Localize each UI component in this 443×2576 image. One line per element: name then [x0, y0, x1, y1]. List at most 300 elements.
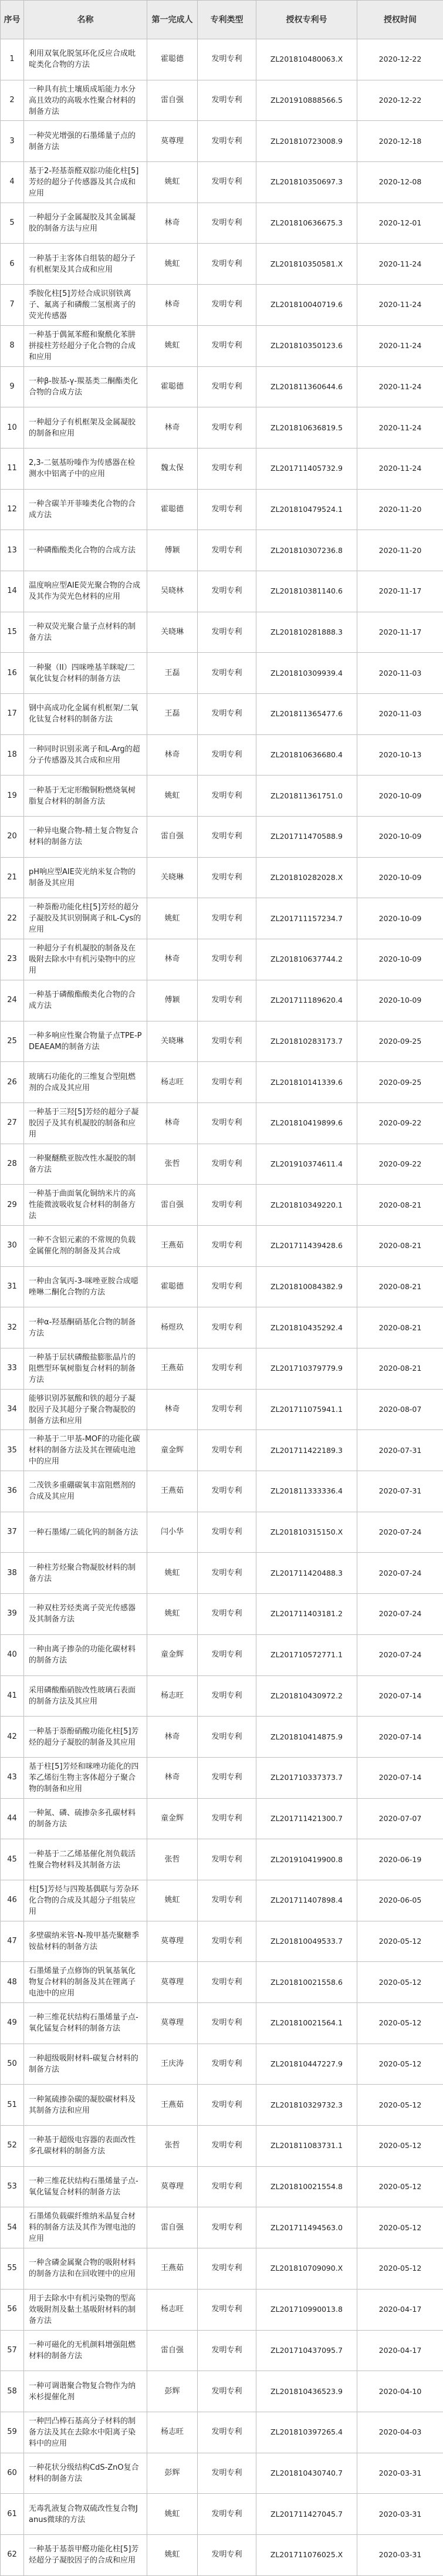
cell-patent-number: ZL201811365477.6 [256, 694, 357, 735]
cell-number: 43 [1, 1757, 24, 1798]
cell-number: 24 [1, 980, 24, 1021]
table-row [1, 1225, 443, 1266]
cell-grant-date: 2020-05-12 [357, 2126, 443, 2167]
cell-patent-name: 一种基于三羟[5]芳烃的超分子凝胶因子及其有机凝胶的制备和应用 [24, 1102, 147, 1144]
header-name: 名称 [24, 1, 147, 39]
cell-grant-date: 2020-10-09 [357, 817, 443, 858]
cell-patent-type: 发明专利 [198, 1553, 256, 1594]
table-row [1, 1634, 443, 1675]
cell-inventor: 关晓琳 [147, 612, 198, 653]
cell-patent-number: ZL201711427045.7 [256, 2494, 357, 2535]
cell-patent-name: 一种β-胺基-γ-羰基类二酮酯类化合物的合成方法 [24, 366, 147, 407]
cell-inventor: 姚虹 [147, 1594, 198, 1635]
cell-inventor: 姚虹 [147, 2534, 198, 2575]
cell-number: 54 [1, 2207, 24, 2248]
cell-patent-type: 发明专利 [198, 244, 256, 285]
cell-grant-date: 2020-11-24 [357, 366, 443, 407]
table-row [1, 776, 443, 817]
cell-patent-number: ZL201810480063.X [256, 39, 357, 80]
cell-patent-name: 一种α-羟基酮硝基化合物的制备方法 [24, 1307, 147, 1348]
table-body [1, 39, 443, 2576]
cell-inventor: 林奇 [147, 734, 198, 776]
cell-inventor: 雷自强 [147, 80, 198, 121]
cell-grant-date: 2020-11-24 [357, 285, 443, 326]
cell-patent-type: 发明专利 [198, 2412, 256, 2453]
cell-patent-name: 一种基于偶氮苯醛和聚酰化苯肼拼接柱芳烃超分子化合物的合成和应用 [24, 325, 147, 366]
table-row [1, 653, 443, 694]
cell-grant-date: 2020-09-22 [357, 1144, 443, 1185]
cell-grant-date: 2020-03-31 [357, 2534, 443, 2575]
cell-grant-date: 2020-11-24 [357, 448, 443, 489]
cell-number: 26 [1, 1062, 24, 1103]
cell-patent-number: ZL201810282028.X [256, 857, 357, 898]
cell-grant-date: 2020-03-31 [357, 2494, 443, 2535]
cell-patent-type: 发明专利 [198, 489, 256, 530]
cell-patent-type: 发明专利 [198, 653, 256, 694]
cell-patent-type: 发明专利 [198, 1430, 256, 1471]
cell-patent-name: 一种基于基萘甲醛功能化柱[5]芳烃超分子凝胶因子的合成和应用 [24, 2534, 147, 2575]
cell-inventor: 张哲 [147, 1839, 198, 1880]
cell-patent-type: 发明专利 [198, 694, 256, 735]
cell-patent-name: 一种氮、磷、硫掺杂多孔碳材料的制备方法 [24, 1798, 147, 1839]
cell-inventor: 王燕茹 [147, 2085, 198, 2126]
cell-inventor: 姚虹 [147, 325, 198, 366]
cell-patent-type: 发明专利 [198, 2534, 256, 2575]
cell-grant-date: 2020-10-13 [357, 734, 443, 776]
cell-number: 8 [1, 325, 24, 366]
cell-grant-date: 2020-04-17 [357, 2289, 443, 2330]
cell-grant-date: 2020-04-10 [357, 2371, 443, 2412]
table-row [1, 1307, 443, 1348]
cell-patent-number: ZL201910888566.5 [256, 80, 357, 121]
cell-inventor: 杨志旺 [147, 1675, 198, 1717]
cell-patent-name: 一种可调谐聚合物复合物作为纳米杉提催化剂 [24, 2371, 147, 2412]
cell-inventor: 童金辉 [147, 1430, 198, 1471]
cell-inventor: 霍聪德 [147, 366, 198, 407]
cell-number: 28 [1, 1144, 24, 1185]
cell-inventor: 雷自强 [147, 2330, 198, 2371]
cell-patent-name: 一种含磷金属聚合物的吸附材料的制备方法和在回收锂中的应用 [24, 2248, 147, 2290]
cell-patent-number: ZL201810084382.9 [256, 1266, 357, 1307]
table-row [1, 980, 443, 1021]
cell-inventor: 莫尊理 [147, 2003, 198, 2044]
cell-number: 5 [1, 203, 24, 244]
cell-patent-type: 发明专利 [198, 530, 256, 571]
cell-inventor: 林奇 [147, 1717, 198, 1758]
cell-patent-name: 一种含碳羊开菲嗪类化合物的合成方法 [24, 489, 147, 530]
cell-patent-type: 发明专利 [198, 980, 256, 1021]
cell-patent-number: ZL201810430972.2 [256, 1675, 357, 1717]
cell-patent-number: ZL201711076025.X [256, 2534, 357, 2575]
cell-number: 4 [1, 162, 24, 203]
cell-inventor: 王燕茹 [147, 2248, 198, 2290]
cell-inventor: 吴晓林 [147, 571, 198, 612]
table-row [1, 1717, 443, 1758]
cell-patent-type: 发明专利 [198, 2126, 256, 2167]
cell-patent-number: ZL201810636675.3 [256, 203, 357, 244]
cell-patent-name: 季胺化柱[5]芳烃合成识别铁离子、氟离子和磷酸二氢根离子的荧光传感器 [24, 285, 147, 326]
cell-patent-name: 一种基于二乙烯基催化剂负载活性聚合物材料及其制备方法 [24, 1839, 147, 1880]
table-row [1, 1962, 443, 2003]
cell-patent-type: 发明专利 [198, 2003, 256, 2044]
table-row [1, 2412, 443, 2453]
table-row [1, 2371, 443, 2412]
cell-patent-number: ZL201810021558.6 [256, 1962, 357, 2003]
cell-patent-number: ZL201810349220.1 [256, 1185, 357, 1226]
cell-number: 32 [1, 1307, 24, 1348]
cell-patent-type: 发明专利 [198, 1307, 256, 1348]
cell-grant-date: 2020-12-22 [357, 80, 443, 121]
cell-patent-type: 发明专利 [198, 2453, 256, 2494]
cell-inventor: 王磊 [147, 694, 198, 735]
cell-patent-type: 发明专利 [198, 1144, 256, 1185]
cell-patent-type: 发明专利 [198, 1225, 256, 1266]
cell-inventor: 林奇 [147, 1757, 198, 1798]
cell-patent-number: ZL201711470588.9 [256, 817, 357, 858]
cell-number: 30 [1, 1225, 24, 1266]
cell-number: 45 [1, 1839, 24, 1880]
cell-number: 49 [1, 2003, 24, 2044]
cell-patent-name: 一种磷酯酸类化合物的合成方法 [24, 530, 147, 571]
table-row [1, 1102, 443, 1144]
cell-number: 36 [1, 1471, 24, 1512]
cell-grant-date: 2020-11-03 [357, 694, 443, 735]
cell-patent-type: 发明专利 [198, 1880, 256, 1921]
cell-patent-type: 发明专利 [198, 817, 256, 858]
cell-number: 51 [1, 2085, 24, 2126]
cell-inventor: 莫尊理 [147, 2166, 198, 2207]
cell-grant-date: 2020-11-17 [357, 571, 443, 612]
cell-number: 61 [1, 2494, 24, 2535]
table-row [1, 2166, 443, 2207]
cell-patent-number: ZL201810040719.6 [256, 285, 357, 326]
cell-number: 42 [1, 1717, 24, 1758]
cell-patent-number: ZL201810636819.5 [256, 407, 357, 449]
cell-number: 31 [1, 1266, 24, 1307]
cell-number: 57 [1, 2330, 24, 2371]
cell-patent-number: ZL201810283173.7 [256, 1021, 357, 1062]
cell-grant-date: 2020-03-31 [357, 2453, 443, 2494]
cell-grant-date: 2020-11-24 [357, 407, 443, 449]
cell-number: 34 [1, 1389, 24, 1430]
cell-patent-name: 一种基于无定形酸铜粉燃烧氧树脂复合材料的制备方法 [24, 776, 147, 817]
cell-patent-type: 发明专利 [198, 1102, 256, 1144]
table-header-row [1, 1, 443, 39]
cell-patent-number: ZL201711420488.3 [256, 1553, 357, 1594]
cell-patent-name: 一种异电聚合物-精土复合物复合材料的制备方法 [24, 817, 147, 858]
cell-patent-type: 发明专利 [198, 571, 256, 612]
table-row [1, 571, 443, 612]
cell-patent-type: 发明专利 [198, 1634, 256, 1675]
cell-grant-date: 2020-05-12 [357, 2003, 443, 2044]
cell-patent-name: 一种超分子金属凝胶及其金属凝胶的制备方法与应用 [24, 203, 147, 244]
cell-patent-number: ZL201810447227.9 [256, 2044, 357, 2085]
cell-patent-name: 基于2-羟基萘醛双腙功能化柱[5]芳烃的超分子传感器及其合成和应用 [24, 162, 147, 203]
cell-patent-type: 发明专利 [198, 776, 256, 817]
header-no: 序号 [1, 1, 24, 39]
cell-number: 60 [1, 2453, 24, 2494]
table-row [1, 1757, 443, 1798]
cell-patent-name: 一种双荧光聚合量子点材料的制备方法 [24, 612, 147, 653]
cell-patent-number: ZL201810479524.1 [256, 489, 357, 530]
cell-number: 13 [1, 530, 24, 571]
cell-patent-name: 一种基于磷酸酯酸类化合物的合成方法 [24, 980, 147, 1021]
table-row [1, 734, 443, 776]
cell-inventor: 王燕茹 [147, 1471, 198, 1512]
table-row [1, 1512, 443, 1553]
cell-number: 41 [1, 1675, 24, 1717]
table-row [1, 1675, 443, 1717]
cell-patent-number: ZL201810435292.4 [256, 1307, 357, 1348]
cell-inventor: 张哲 [147, 2126, 198, 2167]
cell-patent-name: 一种花状分级结构CdS-ZnO复合材料的制备方法 [24, 2453, 147, 2494]
table-row [1, 80, 443, 121]
cell-patent-name: 石墨烯量子点修饰的钒氧基氧化物复合材料的制备及其在锂离子电池中的应用 [24, 1962, 147, 2003]
cell-patent-name: 一种多响应性聚合物量子点TPE-PDEAEAM的制备方法 [24, 1021, 147, 1062]
cell-inventor: 莫尊理 [147, 1962, 198, 2003]
table-row [1, 1798, 443, 1839]
cell-patent-name: 一种具有抗土壤质成垢能力水分高且效功的高吸水性聚合材料的制备方法 [24, 80, 147, 121]
table-row [1, 1553, 443, 1594]
cell-grant-date: 2020-05-12 [357, 2166, 443, 2207]
cell-grant-date: 2020-07-24 [357, 1594, 443, 1635]
cell-grant-date: 2020-12-01 [357, 203, 443, 244]
cell-patent-number: ZL201711405732.9 [256, 448, 357, 489]
cell-grant-date: 2020-06-19 [357, 1839, 443, 1880]
cell-patent-type: 发明专利 [198, 1021, 256, 1062]
cell-patent-type: 发明专利 [198, 1921, 256, 1962]
cell-patent-number: ZL201711439428.6 [256, 1225, 357, 1266]
cell-patent-type: 发明专利 [198, 366, 256, 407]
table-row [1, 1471, 443, 1512]
table-row [1, 898, 443, 939]
cell-patent-number: ZL201810281888.3 [256, 612, 357, 653]
cell-patent-name: 一种萘酚功能化柱[5]芳烃的超分子凝胶及其识别铜离子和L-Cys的应用 [24, 898, 147, 939]
cell-patent-number: ZL201810637744.2 [256, 939, 357, 980]
cell-patent-number: ZL201810430740.7 [256, 2453, 357, 2494]
cell-inventor: 姚虹 [147, 1553, 198, 1594]
cell-patent-type: 发明专利 [198, 1471, 256, 1512]
cell-patent-name: 一种凹凸棒石基高分子材料的制备方法及其在去除水中阳离子染料中的应用 [24, 2412, 147, 2453]
cell-patent-number: ZL201810397265.4 [256, 2412, 357, 2453]
cell-patent-name: 温度响应型AIE荧光聚合物的合成及其作为荧光色材料的应用 [24, 571, 147, 612]
table-row [1, 366, 443, 407]
cell-grant-date: 2020-05-12 [357, 2207, 443, 2248]
cell-patent-type: 发明专利 [198, 325, 256, 366]
table-row [1, 1348, 443, 1390]
cell-patent-name: 采用磷酸酯硝胺改性玻璃石表面的制备方法及其应用 [24, 1675, 147, 1717]
cell-grant-date: 2020-07-24 [357, 1512, 443, 1553]
cell-patent-type: 发明专利 [198, 2330, 256, 2371]
cell-grant-date: 2020-07-31 [357, 1430, 443, 1471]
cell-grant-date: 2020-08-21 [357, 1307, 443, 1348]
table-row [1, 694, 443, 735]
cell-patent-number: ZL201810141339.6 [256, 1062, 357, 1103]
cell-grant-date: 2020-08-21 [357, 1266, 443, 1307]
cell-inventor: 傅颖 [147, 530, 198, 571]
cell-patent-type: 发明专利 [198, 1062, 256, 1103]
cell-inventor: 雷自强 [147, 2207, 198, 2248]
cell-number: 52 [1, 2126, 24, 2167]
table-row [1, 1062, 443, 1103]
cell-patent-number: ZL201711403181.2 [256, 1594, 357, 1635]
cell-grant-date: 2020-10-09 [357, 939, 443, 980]
table-row [1, 448, 443, 489]
cell-inventor: 傅颖 [147, 980, 198, 1021]
table-row [1, 2330, 443, 2371]
cell-inventor: 彭辉 [147, 2453, 198, 2494]
cell-inventor: 张哲 [147, 1144, 198, 1185]
cell-number: 9 [1, 366, 24, 407]
cell-patent-number: ZL201810309939.4 [256, 653, 357, 694]
cell-inventor: 童金辉 [147, 1798, 198, 1839]
cell-patent-type: 发明专利 [198, 857, 256, 898]
cell-patent-type: 发明专利 [198, 612, 256, 653]
cell-patent-name: 石墨烯负载碳纤维纳米晶复合材料的制备方法及其作为锂电池的应用 [24, 2207, 147, 2248]
cell-inventor: 闫小华 [147, 1512, 198, 1553]
cell-patent-number: ZL201810436523.9 [256, 2371, 357, 2412]
cell-grant-date: 2020-05-12 [357, 1962, 443, 2003]
cell-patent-name: 一种超分子有机凝胶的制备及在吸附去除水中有机污染物中的应用 [24, 939, 147, 980]
cell-number: 19 [1, 776, 24, 817]
cell-grant-date: 2020-06-05 [357, 1880, 443, 1921]
cell-inventor: 杨煜玖 [147, 1307, 198, 1348]
cell-inventor: 雷自强 [147, 1185, 198, 1226]
cell-inventor: 姚虹 [147, 1880, 198, 1921]
cell-patent-number: ZL201711421300.7 [256, 1798, 357, 1839]
cell-inventor: 童金辉 [147, 1634, 198, 1675]
cell-inventor: 霍聪德 [147, 39, 198, 80]
cell-number: 53 [1, 2166, 24, 2207]
header-inventor: 第一完成人 [147, 1, 198, 39]
table-row [1, 2248, 443, 2290]
table-row [1, 612, 443, 653]
cell-number: 23 [1, 939, 24, 980]
cell-patent-number: ZL201810419899.6 [256, 1102, 357, 1144]
cell-patent-type: 发明专利 [198, 2248, 256, 2290]
table-row [1, 2044, 443, 2085]
cell-number: 2 [1, 80, 24, 121]
table-row [1, 2453, 443, 2494]
table-row [1, 244, 443, 285]
cell-patent-number: ZL201711157234.7 [256, 898, 357, 939]
cell-patent-number: ZL201810049533.7 [256, 1921, 357, 1962]
table-row [1, 407, 443, 449]
cell-patent-type: 发明专利 [198, 1266, 256, 1307]
cell-patent-number: ZL201810307236.8 [256, 530, 357, 571]
cell-patent-name: 一种超分子有机框架及金属凝胶的制备和应用 [24, 407, 147, 449]
cell-number: 56 [1, 2289, 24, 2330]
cell-inventor: 魏太保 [147, 448, 198, 489]
cell-patent-number: ZL201710379779.9 [256, 1348, 357, 1390]
cell-patent-number: ZL201810381140.6 [256, 571, 357, 612]
cell-grant-date: 2020-11-03 [357, 653, 443, 694]
cell-patent-type: 发明专利 [198, 80, 256, 121]
header-patent-number: 授权专利号 [256, 1, 357, 39]
cell-number: 17 [1, 694, 24, 735]
cell-patent-number: ZL201810329732.3 [256, 2085, 357, 2126]
table-row [1, 2085, 443, 2126]
cell-number: 20 [1, 817, 24, 858]
cell-inventor: 王磊 [147, 653, 198, 694]
cell-patent-number: ZL201910419900.8 [256, 1839, 357, 1880]
cell-grant-date: 2020-11-24 [357, 325, 443, 366]
cell-inventor: 莫尊理 [147, 121, 198, 162]
cell-grant-date: 2020-04-17 [357, 2330, 443, 2371]
cell-grant-date: 2020-11-20 [357, 530, 443, 571]
cell-patent-number: ZL201710990013.8 [256, 2289, 357, 2330]
table-row [1, 1021, 443, 1062]
cell-grant-date: 2020-08-21 [357, 1185, 443, 1226]
table-row [1, 1266, 443, 1307]
cell-patent-name: 一种三维花状结构石墨烯量子点-氧化锰复合材料的制备方法 [24, 2166, 147, 2207]
cell-patent-name: 一种荧光增强的石墨烯量子点的制备方法 [24, 121, 147, 162]
cell-patent-type: 发明专利 [198, 1389, 256, 1430]
cell-number: 10 [1, 407, 24, 449]
cell-patent-number: ZL201711407898.4 [256, 1880, 357, 1921]
table-row [1, 203, 443, 244]
cell-grant-date: 2020-08-21 [357, 1225, 443, 1266]
cell-patent-name: 能够识别苏氨酸和铁的超分子凝胶因子及其超分子聚合物凝胶的制备方法和应用 [24, 1389, 147, 1430]
table-row [1, 1144, 443, 1185]
cell-patent-name: 2,3-二氨基吩嗪作为传感器在检测水中铝离子中的应用 [24, 448, 147, 489]
cell-patent-name: 一种聚醚酰亚胺改性水凝胶的制备方法 [24, 1144, 147, 1185]
cell-number: 50 [1, 2044, 24, 2085]
cell-patent-type: 发明专利 [198, 1717, 256, 1758]
cell-inventor: 雷自强 [147, 817, 198, 858]
cell-grant-date: 2020-05-12 [357, 2044, 443, 2085]
cell-patent-name: 一种同时识别汞离子和L-Arg的超分子传感器及其合成和应用 [24, 734, 147, 776]
table-row [1, 857, 443, 898]
cell-inventor: 杨志旺 [147, 1062, 198, 1103]
cell-patent-type: 发明专利 [198, 1839, 256, 1880]
cell-grant-date: 2020-07-24 [357, 1634, 443, 1675]
cell-grant-date: 2020-10-09 [357, 776, 443, 817]
cell-patent-number: ZL201810414875.9 [256, 1717, 357, 1758]
cell-patent-type: 发明专利 [198, 448, 256, 489]
cell-number: 14 [1, 571, 24, 612]
cell-grant-date: 2020-11-24 [357, 244, 443, 285]
cell-number: 37 [1, 1512, 24, 1553]
cell-patent-name: 二茂铁多重硼碳氧丰富阻燃剂的合成及其应用 [24, 1471, 147, 1512]
cell-patent-name: 用于去除水中有机污染物的型高效吸附剂及黏土基吸附材料的制备方法 [24, 2289, 147, 2330]
cell-patent-name: pH响应型AIE荧光纳米复合物的制备及其应用 [24, 857, 147, 898]
cell-grant-date: 2020-11-17 [357, 612, 443, 653]
cell-number: 62 [1, 2534, 24, 2575]
cell-patent-number: ZL201811083731.1 [256, 2126, 357, 2167]
cell-patent-number: ZL201711422189.3 [256, 1430, 357, 1471]
cell-grant-date: 2020-07-14 [357, 1675, 443, 1717]
cell-patent-name: 一种基于二甲基-MOF的功能化碳材料的制备方法及其在锂硫电池中的应用 [24, 1430, 147, 1471]
cell-number: 7 [1, 285, 24, 326]
cell-patent-type: 发明专利 [198, 939, 256, 980]
cell-grant-date: 2020-04-03 [357, 2412, 443, 2453]
cell-patent-number: ZL201711189620.4 [256, 980, 357, 1021]
cell-grant-date: 2020-12-22 [357, 39, 443, 80]
cell-number: 47 [1, 1921, 24, 1962]
cell-patent-name: 一种聚（II）四咪唑基羊眯啶/二氧化钛复合材料的制备方法 [24, 653, 147, 694]
cell-patent-type: 发明专利 [198, 2494, 256, 2535]
table-row [1, 2289, 443, 2330]
cell-inventor: 霍聪德 [147, 1266, 198, 1307]
cell-patent-name: 基于柱[5]芳烃和咪唑功能化的四苯乙烯衍生物主客体超分子聚合物的制备和应用 [24, 1757, 147, 1798]
cell-inventor: 林奇 [147, 1389, 198, 1430]
cell-patent-name: 一种基于曲面氧化铜纳米片的高性能微波吸收复合材料的制备方法 [24, 1185, 147, 1226]
cell-inventor: 林奇 [147, 285, 198, 326]
header-date: 授权时间 [357, 1, 443, 39]
cell-number: 21 [1, 857, 24, 898]
cell-inventor: 姚虹 [147, 244, 198, 285]
